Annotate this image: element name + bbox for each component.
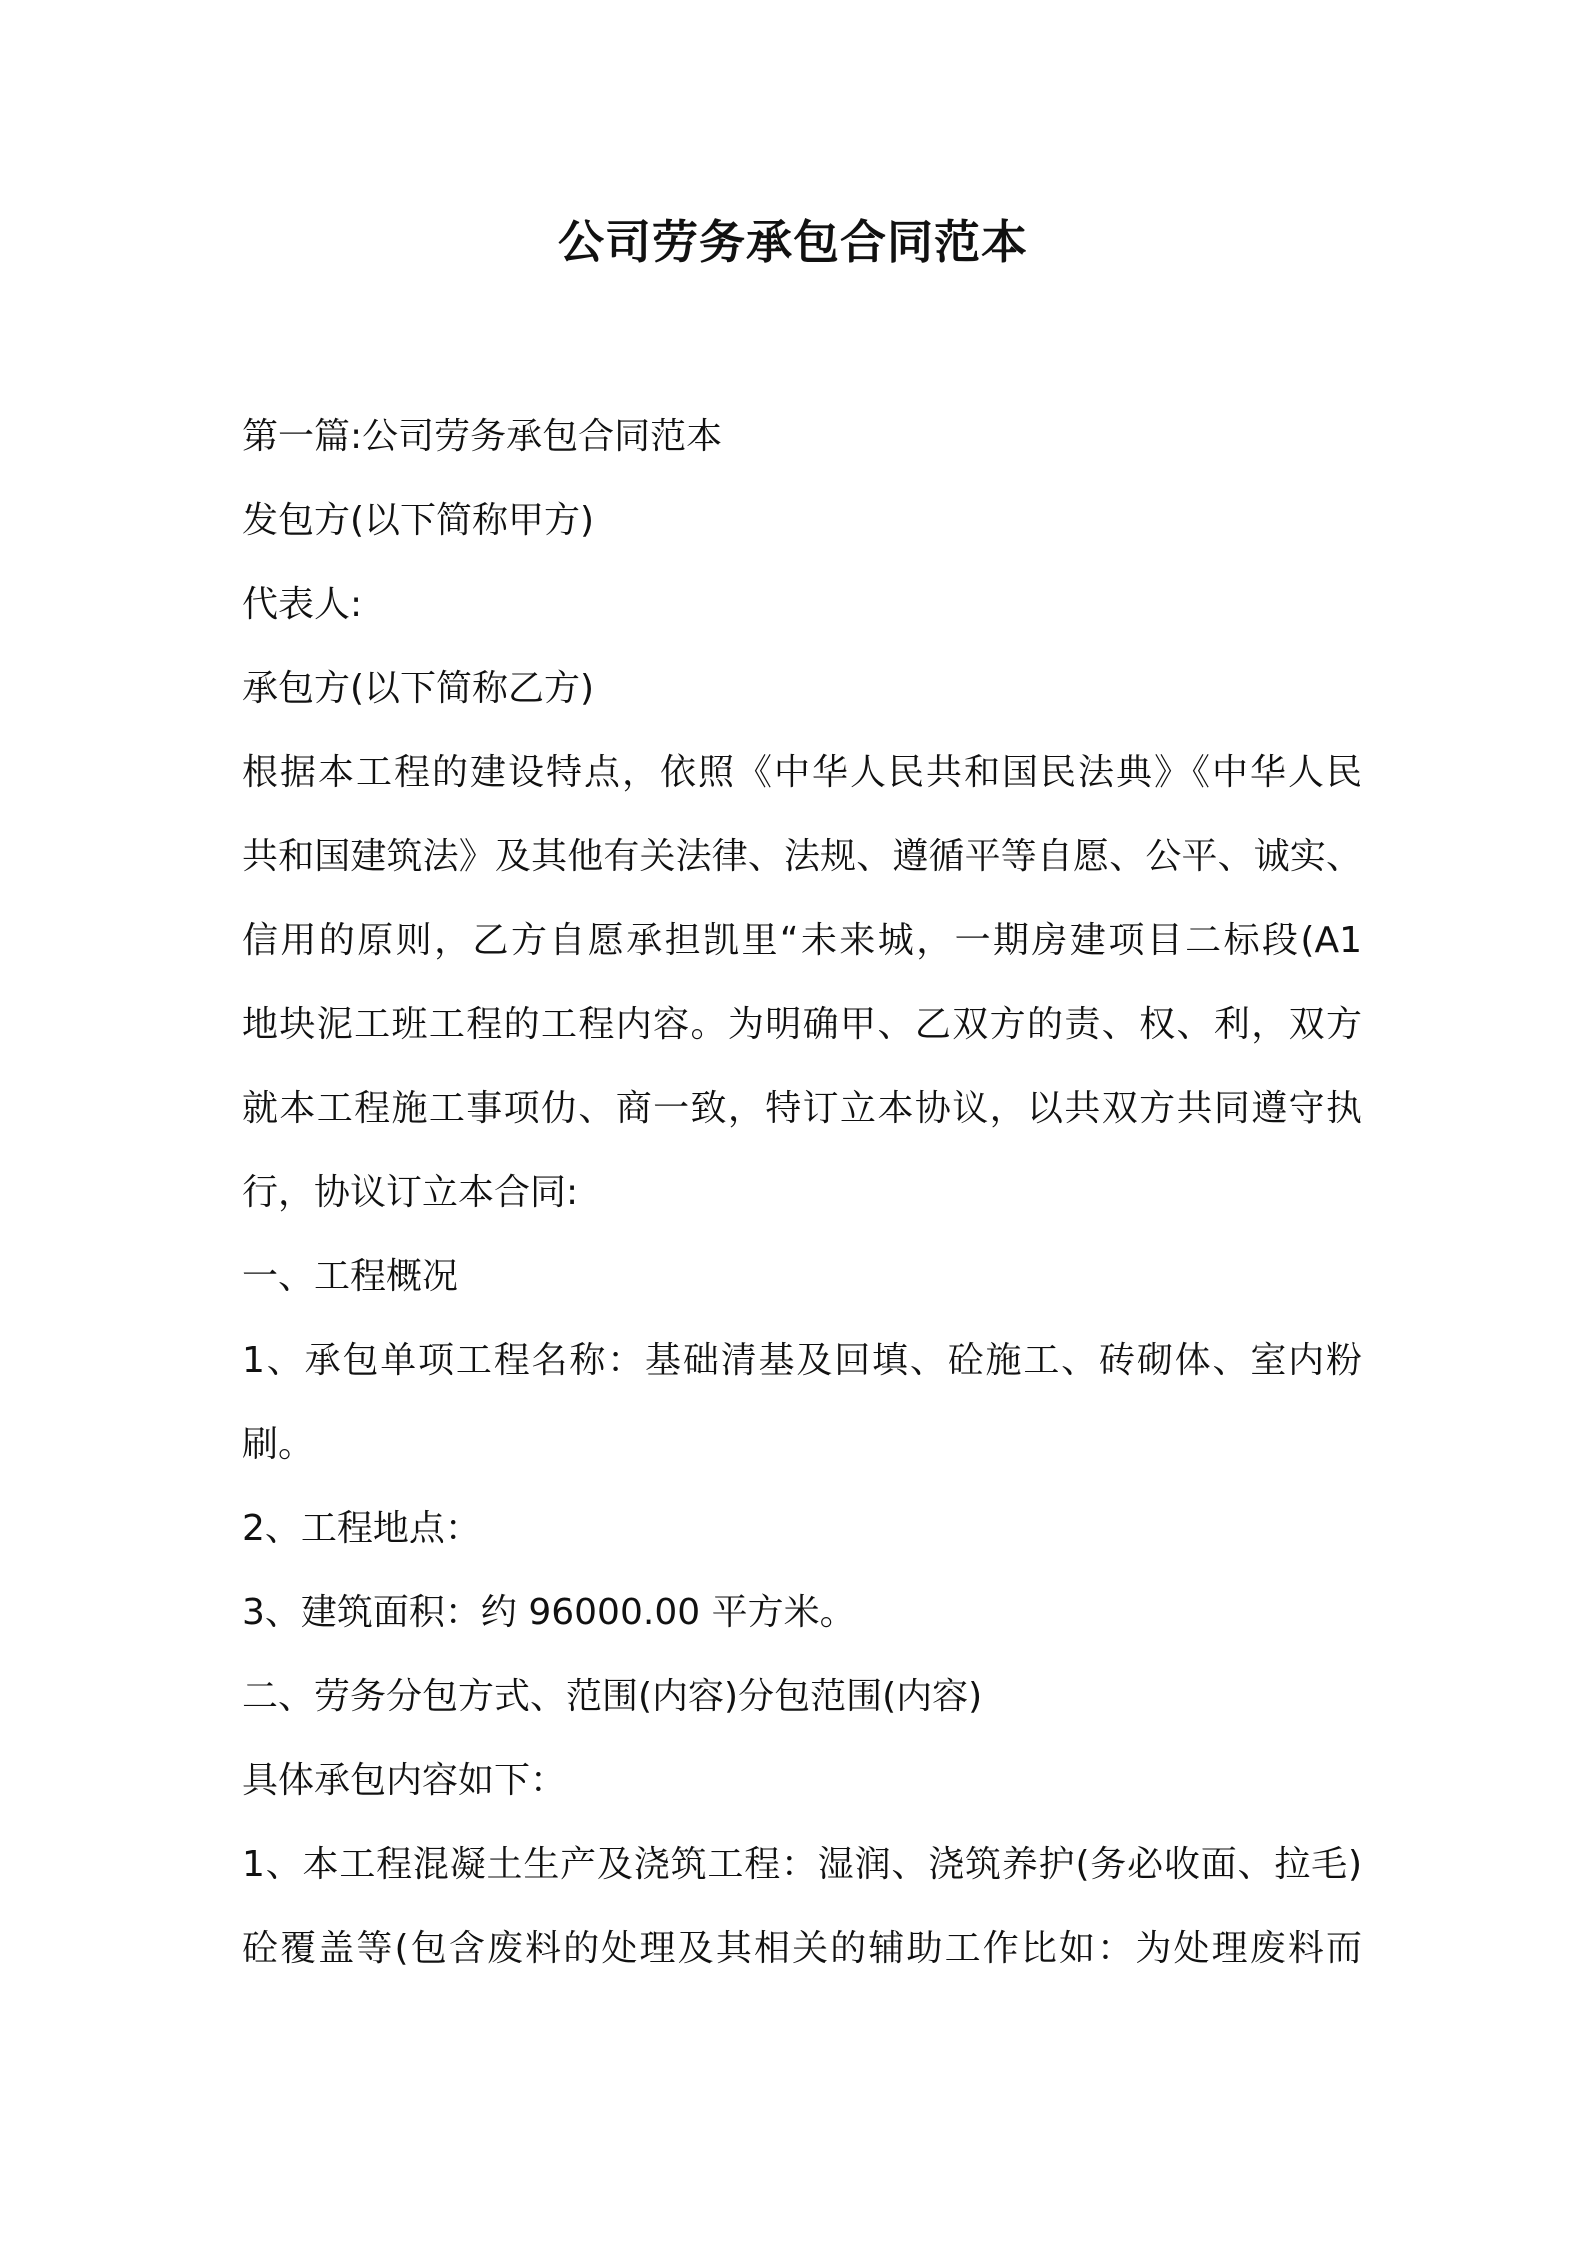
party-b-line: 承包方(以下简称乙方) [242,668,595,709]
preamble-line-5: 就本工程施工事项仂、商一致，特订立本协议，以共双方共同遵守执 [242,1088,1362,1129]
project-item-2: 2、工程地点： [242,1508,481,1549]
scope-item-1-line-2: 砼覆盖等(包含废料的处理及其相关的辅助工作比如：为处理废料而 [242,1928,1362,1969]
section-heading-part-one: 第一篇:公司劳务承包合同范本 [242,416,723,457]
preamble-line-3: 信用的原则，乙方自愿承担凯里“未来城，一期房建项目二标段(A1 [242,920,1362,961]
party-a-line: 发包方(以下简称甲方) [242,500,595,541]
section-heading-subcontract-scope: 二、劳务分包方式、范围(内容)分包范围(内容) [242,1676,983,1717]
scope-intro: 具体承包内容如下： [242,1760,567,1801]
scope-item-1-line-1: 1、本工程混凝土生产及浇筑工程：湿润、浇筑养护(务必收面、拉毛) [242,1844,1362,1885]
document-title: 公司劳务承包合同范本 [558,215,1028,269]
representative-line: 代表人: [242,584,363,625]
preamble-line-4: 地块泥工班工程的工程内容。为明确甲、乙双方的责、权、利，双方 [242,1004,1362,1045]
preamble-line-6: 行，协议订立本合同: [242,1172,579,1213]
project-item-1-line-1: 1、承包单项工程名称：基础清基及回填、砼施工、砖砌体、室内粉 [242,1340,1362,1381]
preamble-line-2: 共和国建筑法》及其他有关法律、法规、遵循平等自愿、公平、诚实、 [242,836,1362,877]
project-item-3: 3、建筑面积：约 96000.00 平方米。 [242,1592,856,1633]
preamble-line-1: 根据本工程的建设特点，依照《中华人民共和国民法典》《中华人民 [242,752,1362,793]
project-item-1-line-2: 刷。 [242,1424,315,1465]
section-heading-project-overview: 一、工程概况 [242,1256,459,1297]
